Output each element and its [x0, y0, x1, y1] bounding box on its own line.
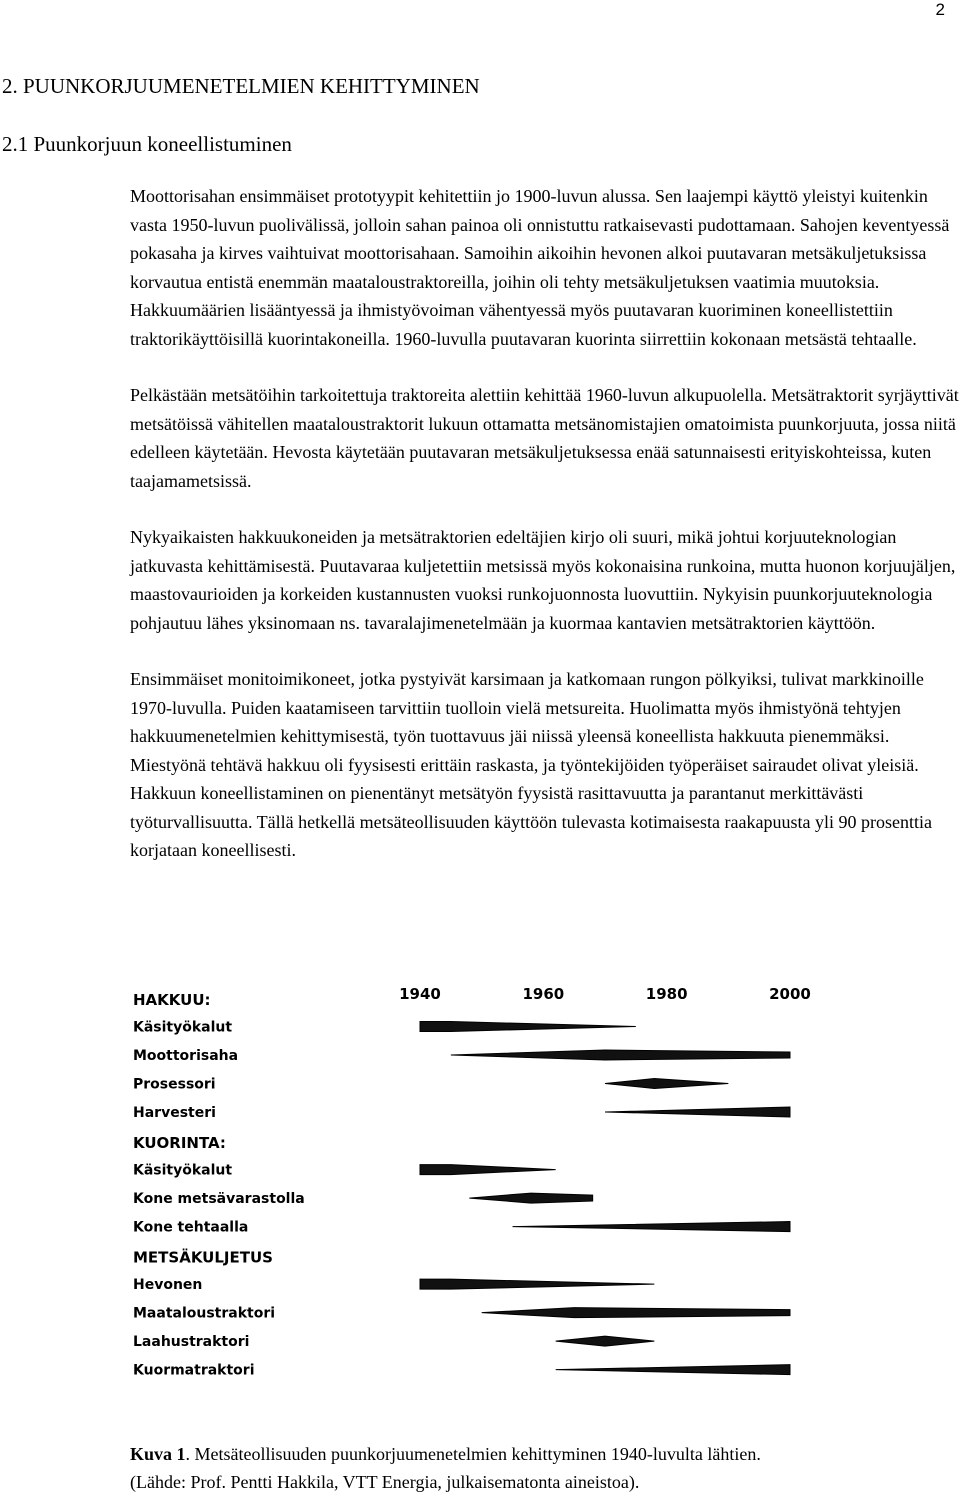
- row-label: Käsityökalut: [133, 1162, 233, 1179]
- timeline-bar: [420, 1279, 654, 1289]
- year-label-1980: 1980: [645, 985, 688, 1003]
- timeline-bar: [482, 1308, 790, 1318]
- row-label: Maataloustraktori: [133, 1305, 276, 1322]
- row-label: Prosessori: [133, 1076, 216, 1093]
- row-label: Kone metsävarastolla: [133, 1191, 305, 1208]
- year-label-2000: 2000: [769, 985, 811, 1003]
- row-label: Harvesteri: [133, 1105, 216, 1121]
- chapter-heading: 2. PUUNKORJUUMENETELMIEN KEHITTYMINEN: [2, 74, 480, 98]
- group-heading-2: METSÄKULJETUS: [133, 1248, 273, 1267]
- caption-source: (Lähde: Prof. Pentti Hakkila, VTT Energia, julkaisematonta aineistoa).: [130, 1472, 640, 1492]
- paragraph-4: Ensimmäiset monitoimikoneet, jotka pystyivät karsimaan ja katkomaan rungon pölkyiksi, tulivat markkinoille 1970-luvulla. Puiden kaatamiseen tarvittiin tuolloin vielä metsureita. Huolimatta myös ihmistyönä tehtyjen hakkuumenetelmien kehittymisestä, työn tuottavuus jäi niissä yleensä koneellista hakkuuta pienemmäksi. Miestyönä tehtävä hakkuu oli fyysisesti erittäin raskasta, ja työntekijöiden työperäiset sairaudet olivat yleisiä. Hakkuun koneellistaminen on pienentänyt metsätyön fyysistä rasittavuutta ja parantanut merkittävästi työturvallisuutta. Tällä hetkellä metsäteollisuuden käyttöön tulevasta kotimaisesta raakapuusta yli 90 prosenttia korjataan koneellisesti.: [130, 669, 932, 860]
- paragraph-1: Moottorisahan ensimmäiset prototyypit kehitettiin jo 1900-luvun alussa. Sen laajempi käyttö yleistyi kuitenkin vasta 1950-luvun puolivälissä, jolloin sahan painoa oli onnistuttu ratkaisevasti pudottamaan. Sahojen keventyessä pokasaha ja kirves vaihtuivat moottorisahaan. Samoihin aikoihin hevonen alkoi puutavaran metsäkuljetuksissa korvautua entistä enemmän maataloustraktoreilla, joihin oli tehty metsäkuljetuksen vaatimia muutoksia. Hakkuumäärien lisääntyessä ja ihmistyövoiman vähentyessä myös puutavaran kuoriminen koneellistettiin traktorikäyttöisillä kuorintakoneilla. 1960-luvulla puutavaran kuorinta siirrettiin kokonaan metsästä tehtaalle.: [130, 186, 950, 349]
- timeline-figure: [0, 975, 960, 1415]
- paragraph-3: Nykyaikaisten hakkuukoneiden ja metsätraktorien edeltäjien kirjo oli suuri, mikä johtui korjuuteknologian jatkuvasta kehittämisestä. Puutavaraa kuljetettiin metsissä myös kokonaisina runkoina, mutta huonon korjuujäljen, maastovaurioiden ja korkeiden kustannusten vuoksi runkojuonnosta luovuttiin. Nykyisin puunkorjuuteknologia pohjautuu lähes yksinomaan ns. tavaralajimenetelmään ja kuormaa kantavien metsätraktorien käyttöön.: [130, 527, 956, 633]
- figure-caption: [130, 1440, 950, 1496]
- paragraph-2: Pelkästään metsätöihin tarkoitettuja traktoreita alettiin kehittää 1960-luvun alkupuolella. Metsätraktorit syrjäyttivät metsätöissä vähitellen maataloustraktorit lukuun ottamatta metsänomistajien omatoimista puunkorjuuta, jossa niitä edelleen käytetään. Hevosta käytetään puutavaran metsäkuljetuksessa enää satunnaisesti erityiskohteissa, kuten taajamametsissä.: [130, 385, 959, 491]
- row-label: Kuormatraktori: [133, 1362, 255, 1379]
- year-label-1960: 1960: [522, 985, 565, 1003]
- row-label: Kone tehtaalla: [133, 1219, 249, 1236]
- row-label: Moottorisaha: [133, 1048, 239, 1064]
- timeline-bar: [605, 1107, 790, 1117]
- timeline-bar: [420, 1022, 636, 1032]
- group-heading-1: KUORINTA:: [133, 1134, 226, 1153]
- row-label: Hevonen: [133, 1277, 203, 1294]
- timeline-bar: [451, 1050, 790, 1060]
- timeline-bar: [605, 1079, 728, 1089]
- timeline-bar: [420, 1165, 556, 1175]
- body-text: [130, 182, 960, 893]
- timeline-bar: [469, 1193, 592, 1203]
- page-number: 2: [935, 0, 945, 19]
- caption-label: Kuva 1: [130, 1444, 186, 1464]
- section-heading: 2.1 Puunkorjuun koneellistuminen: [2, 132, 292, 156]
- timeline-bar: [556, 1336, 655, 1346]
- row-label: Laahustraktori: [133, 1334, 250, 1351]
- caption-text: . Metsäteollisuuden puunkorjuumenetelmien kehittyminen 1940-luvulta lähtien.: [185, 1444, 761, 1464]
- row-label: Käsityökalut: [133, 1019, 233, 1036]
- group-heading-0: HAKKUU:: [133, 991, 211, 1009]
- timeline-bar: [556, 1365, 790, 1375]
- timeline-bar: [513, 1222, 791, 1232]
- year-label-1940: 1940: [399, 985, 441, 1003]
